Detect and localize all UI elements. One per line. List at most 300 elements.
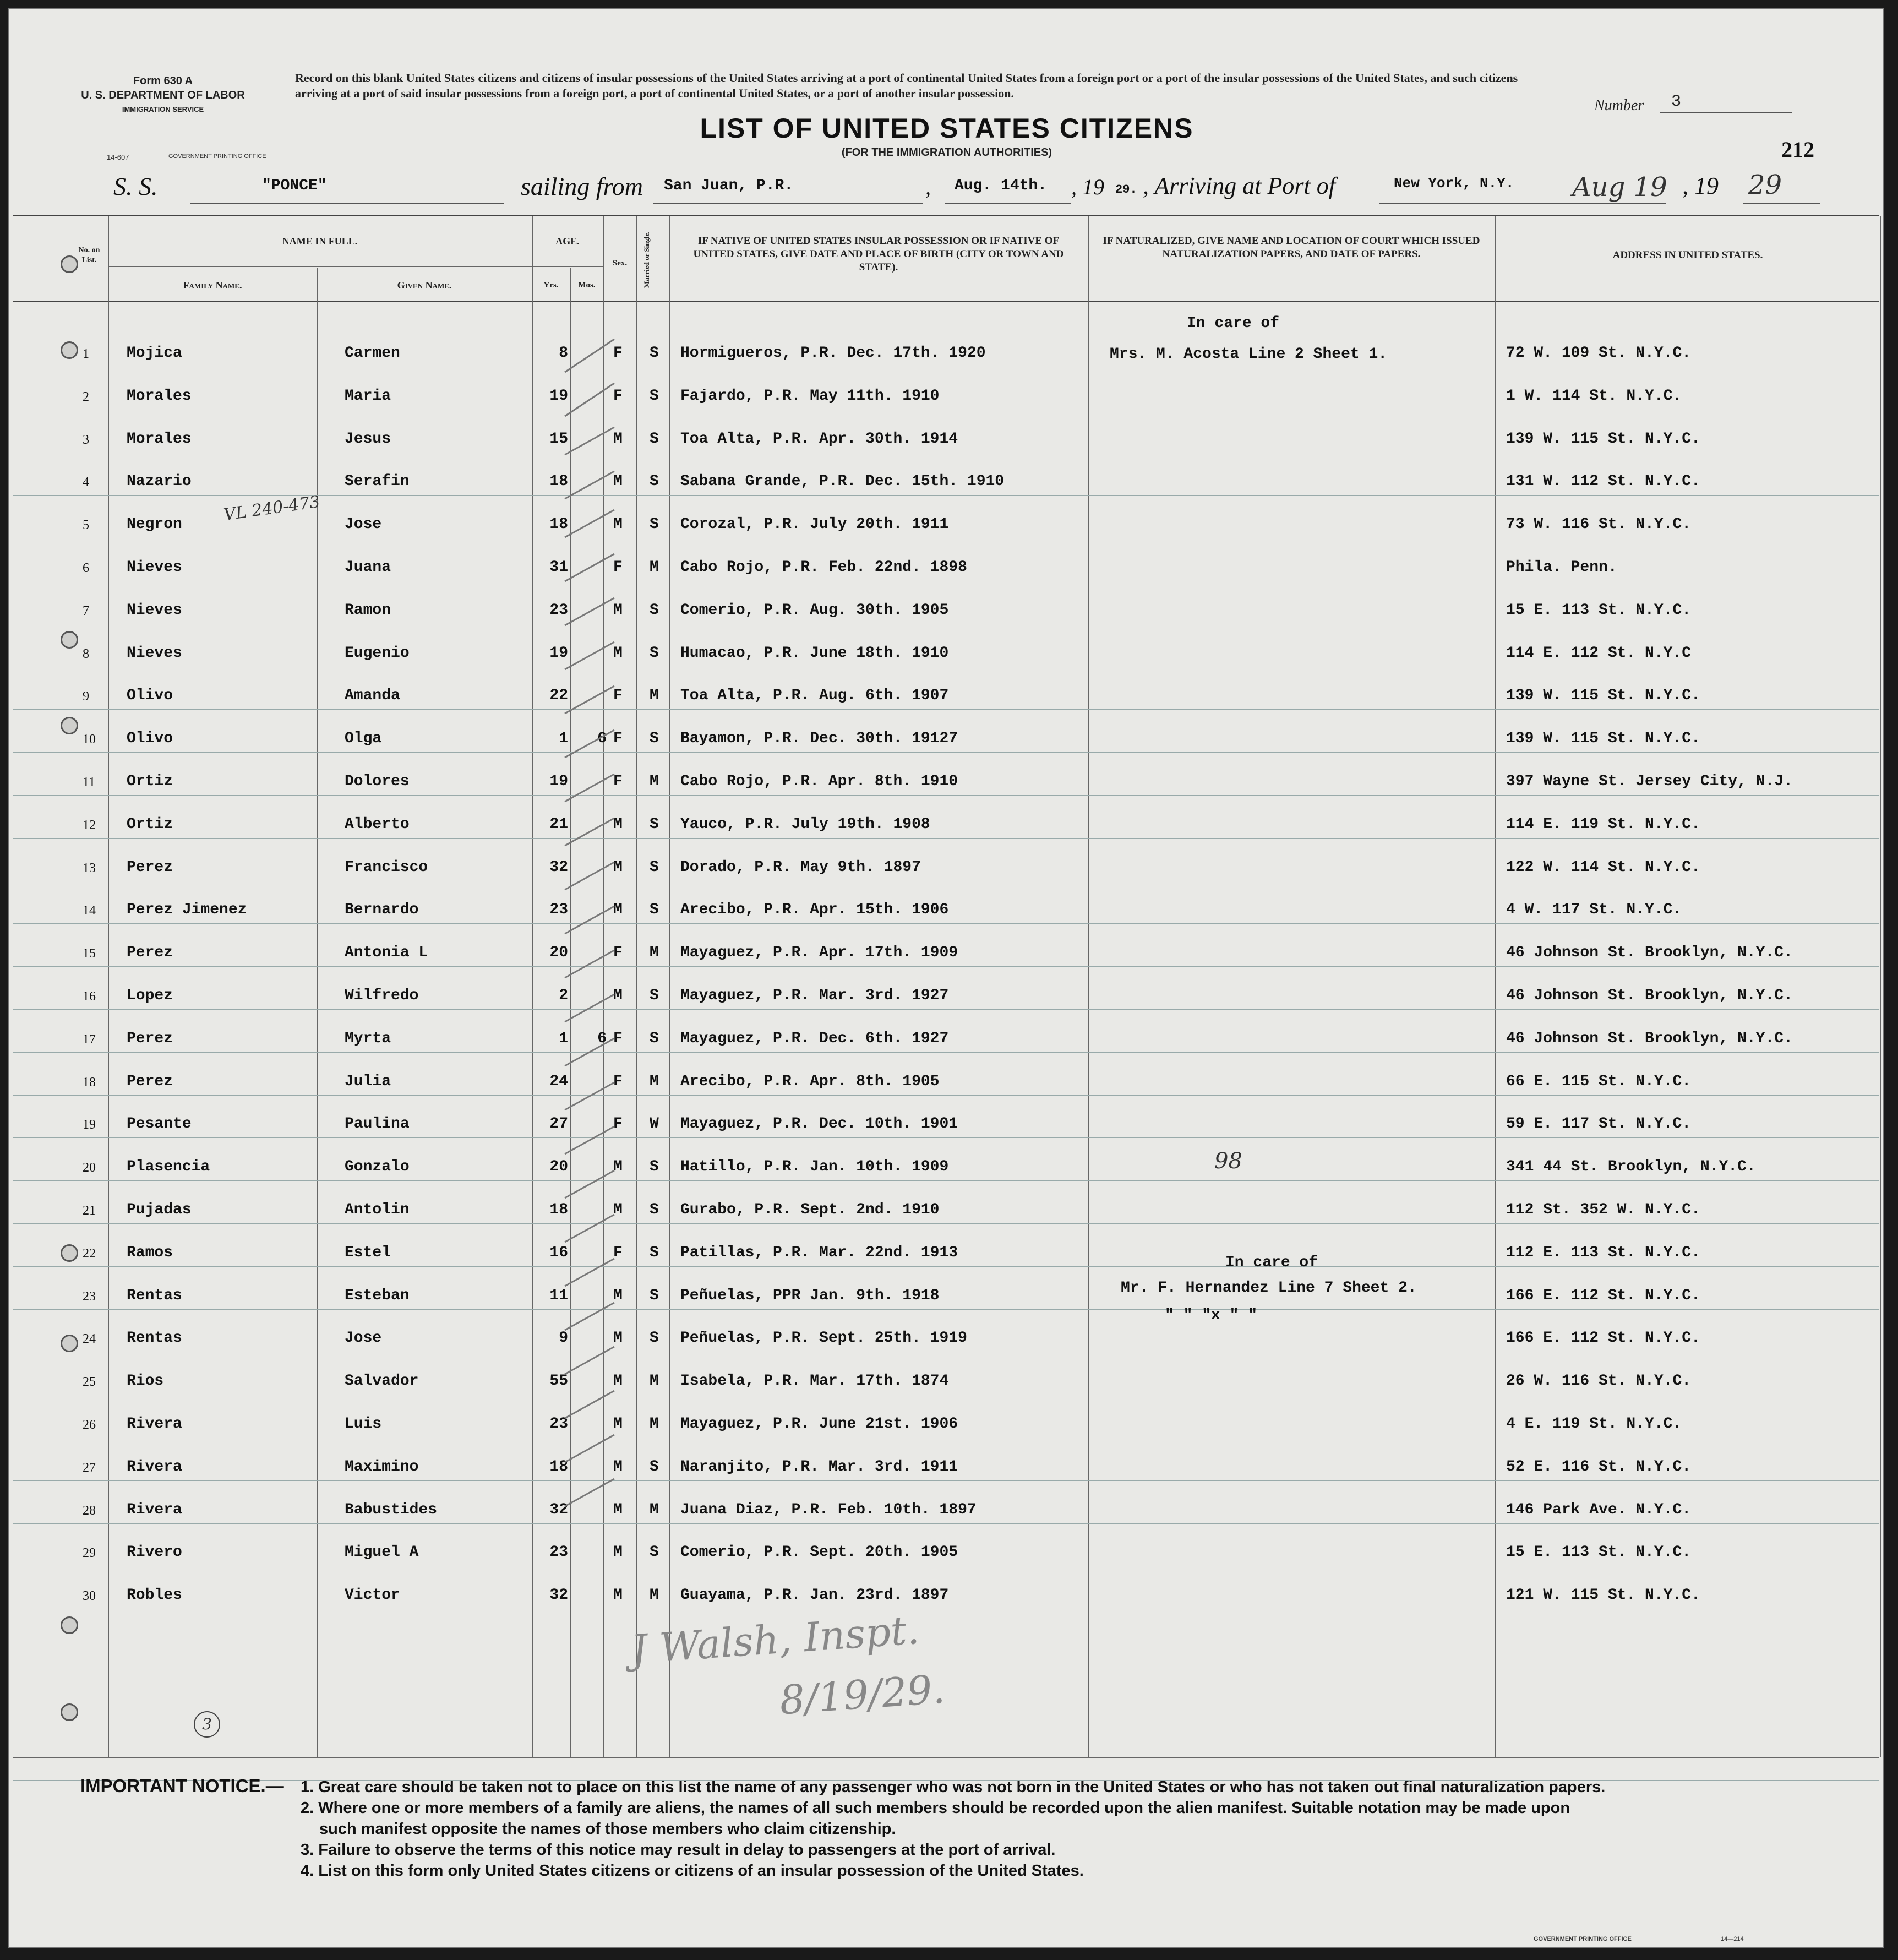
address: 26 W. 116 St. N.Y.C. [1506, 1373, 1692, 1390]
gpo-mark-top: GOVERNMENT PRINTING OFFICE [168, 153, 266, 160]
marital-status: M [650, 1501, 659, 1518]
col-birth: IF NATIVE OF UNITED STATES INSULAR POSSESSION OR IF NATIVE OF UNITED STATES, GIVE DATE AND PLACE OF BIRTH (CITY OR TOWN AND STATE). [693, 235, 1064, 273]
address: 112 E. 113 St. N.Y.C. [1506, 1244, 1700, 1261]
form-code-bottom: 14—214 [1721, 1936, 1744, 1942]
birth-info: Cabo Rojo, P.R. Apr. 8th. 1910 [680, 773, 958, 790]
birth-info: Toa Alta, P.R. Aug. 6th. 1907 [680, 687, 949, 705]
arrival-year-prefix: , 19 [1682, 172, 1719, 199]
form-number: Form 630 A [133, 75, 193, 87]
row-number: 29 [83, 1546, 96, 1561]
sex: F [613, 1072, 623, 1090]
age-subheader-line [532, 266, 603, 267]
age-years: 23 [549, 601, 568, 619]
page-number: 212 [1781, 137, 1814, 162]
form-code: 14-607 [107, 153, 129, 161]
marital-status: S [650, 430, 659, 448]
age-years: 19 [549, 773, 568, 790]
signature-date: 8/19/29. [778, 1665, 947, 1724]
age-years: 32 [549, 1587, 568, 1604]
address: 114 E. 112 St. N.Y.C [1506, 644, 1692, 662]
row-number: 2 [83, 389, 89, 404]
birth-info: Dorado, P.R. May 9th. 1897 [680, 858, 921, 876]
row-number: 7 [83, 603, 89, 618]
address: 121 W. 115 St. N.Y.C. [1506, 1587, 1700, 1604]
birth-info: Isabela, P.R. Mar. 17th. 1874 [680, 1373, 949, 1390]
address: 59 E. 117 St. N.Y.C. [1506, 1115, 1692, 1133]
notice-item-3: 3. Failure to observe the terms of this notice may result in delay to passengers at the port of arrival. [301, 1841, 1056, 1859]
row-number: 16 [83, 989, 96, 1004]
arrival-date-hand: Aug 19 [1572, 172, 1667, 203]
notice-item-2: 2. Where one or more members of a family are aliens, the names of all such members should be recorded upon the alien manifest. Suitable notation may be made upon [301, 1799, 1570, 1817]
row-number: 8 [83, 646, 89, 661]
family-name: Rentas [127, 1330, 182, 1347]
marital-status: M [650, 559, 659, 576]
given-name: Maria [345, 387, 391, 405]
given-name: Maximino [345, 1458, 419, 1476]
marital-status: S [650, 1330, 659, 1347]
marital-status: S [650, 1244, 659, 1261]
row-number: 17 [83, 1032, 96, 1047]
sex: M [613, 1415, 623, 1433]
ss-label: S. S. [113, 172, 158, 200]
family-name: Olivo [127, 730, 173, 748]
age-years: 32 [549, 858, 568, 876]
given-name: Antonia L [345, 944, 428, 962]
age-years: 24 [549, 1072, 568, 1090]
age-years: 55 [549, 1373, 568, 1390]
family-name: Ortiz [127, 773, 173, 790]
age-years: 31 [549, 559, 568, 576]
birth-info: Juana Diaz, P.R. Feb. 10th. 1897 [680, 1501, 977, 1518]
sex: M [613, 601, 623, 619]
service-name: IMMIGRATION SERVICE [122, 105, 204, 113]
sex: M [613, 1287, 623, 1304]
marital-status: S [650, 1544, 659, 1561]
sex: M [613, 987, 623, 1004]
address: 139 W. 115 St. N.Y.C. [1506, 730, 1700, 748]
given-name: Dolores [345, 773, 410, 790]
address: 15 E. 113 St. N.Y.C. [1506, 601, 1692, 619]
birth-info: Naranjito, P.R. Mar. 3rd. 1911 [680, 1458, 958, 1476]
row-number: 3 [83, 432, 89, 447]
arrival-year-underline [1743, 203, 1820, 204]
age-years: 1 [559, 1030, 568, 1047]
number-value: 3 [1671, 92, 1682, 111]
given-name: Alberto [345, 815, 410, 833]
marital-status: S [650, 387, 659, 405]
age-years: 18 [549, 1201, 568, 1218]
row-number: 26 [83, 1418, 96, 1432]
marital-status: S [650, 644, 659, 662]
age-years: 21 [549, 815, 568, 833]
marital-status: S [650, 901, 659, 919]
given-name: Wilfredo [345, 987, 419, 1004]
row-number: 5 [83, 518, 89, 533]
family-name: Olivo [127, 687, 173, 705]
family-name: Mojica [127, 345, 182, 362]
family-name: Nieves [127, 644, 182, 662]
year-prefix: , 19 [1071, 175, 1104, 199]
address: 73 W. 116 St. N.Y.C. [1506, 516, 1692, 533]
marital-status: M [650, 944, 659, 962]
birth-info: Mayaguez, P.R. June 21st. 1906 [680, 1415, 958, 1433]
col-divider [317, 268, 318, 1757]
col-divider [1880, 216, 1881, 1757]
sex: F [613, 687, 623, 705]
marital-status: S [650, 730, 659, 748]
notice-item-4: 4. List on this form only United States citizens or citizens of an insular possession of the United States. [301, 1862, 1084, 1880]
col-no-on-list: No. on List. [78, 246, 100, 264]
col-given-name: Given Name. [397, 280, 452, 291]
col-sex: Sex. [612, 259, 628, 268]
given-name: Victor [345, 1587, 400, 1604]
given-name: Paulina [345, 1115, 410, 1133]
birth-info: Sabana Grande, P.R. Dec. 15th. 1910 [680, 473, 1005, 491]
family-name: Ortiz [127, 815, 173, 833]
birth-info: Cabo Rojo, P.R. Feb. 22nd. 1898 [680, 559, 967, 576]
family-name: Perez [127, 1072, 173, 1090]
family-name: Rivera [127, 1501, 182, 1518]
depart-date: Aug. 14th. [955, 177, 1048, 194]
sex: M [613, 473, 623, 491]
family-name: Rivera [127, 1458, 182, 1476]
in-care-1-detail: Mrs. M. Acosta Line 2 Sheet 1. [1110, 346, 1388, 363]
family-name: Perez [127, 944, 173, 962]
notice-title: IMPORTANT NOTICE.— [80, 1776, 284, 1796]
sex: M [613, 1330, 623, 1347]
col-name-in-full: NAME IN FULL. [282, 236, 358, 247]
sex: F [613, 1030, 623, 1047]
given-name: Jesus [345, 430, 391, 448]
marital-status: S [650, 1030, 659, 1047]
sex: M [613, 1458, 623, 1476]
address: 131 W. 112 St. N.Y.C. [1506, 473, 1700, 491]
family-name: Pesante [127, 1115, 192, 1133]
ship-name: "PONCE" [262, 177, 327, 194]
name-subheader-line [108, 266, 532, 267]
given-name: Estel [345, 1244, 391, 1261]
address: 72 W. 109 St. N.Y.C. [1506, 345, 1692, 362]
family-name: Lopez [127, 987, 173, 1004]
sex: F [613, 1115, 623, 1133]
row-number: 30 [83, 1589, 96, 1604]
marital-status: S [650, 473, 659, 491]
family-name: Nieves [127, 559, 182, 576]
given-name: Serafin [345, 473, 410, 491]
birth-info: Humacao, P.R. June 18th. 1910 [680, 644, 949, 662]
row-number: 21 [83, 1204, 96, 1218]
birth-info: Peñuelas, P.R. Sept. 25th. 1919 [680, 1330, 967, 1347]
address: 397 Wayne St. Jersey City, N.J. [1506, 773, 1793, 790]
family-name: Perez Jimenez [127, 901, 247, 919]
age-years: 1 [559, 730, 568, 748]
family-name: Robles [127, 1587, 182, 1604]
col-divider [532, 216, 533, 1757]
col-yrs: Yrs. [543, 281, 559, 290]
marital-status: M [650, 1072, 659, 1090]
birth-info: Hormigueros, P.R. Dec. 17th. 1920 [680, 345, 986, 362]
col-mos: Mos. [578, 281, 596, 290]
given-name: Myrta [345, 1030, 391, 1047]
given-name: Esteban [345, 1287, 410, 1304]
row-number: 10 [83, 732, 96, 747]
row-number: 4 [83, 475, 89, 490]
ruled-line [13, 1480, 1879, 1481]
row-number: 20 [83, 1161, 96, 1175]
arrival-port: New York, N.Y. [1394, 175, 1514, 192]
family-name: Morales [127, 387, 192, 405]
birth-info: Mayaguez, P.R. Apr. 17th. 1909 [680, 944, 958, 962]
given-name: Julia [345, 1072, 391, 1090]
row-number: 19 [83, 1118, 96, 1133]
birth-info: Comerio, P.R. Aug. 30th. 1905 [680, 601, 949, 619]
given-name: Olga [345, 730, 382, 748]
comma-1: , [925, 175, 931, 199]
row-number: 15 [83, 946, 96, 961]
department-name: U. S. DEPARTMENT OF LABOR [81, 89, 245, 101]
col-divider [108, 216, 109, 1757]
marital-status: M [650, 1587, 659, 1604]
marital-status: S [650, 1158, 659, 1176]
row-number: 18 [83, 1075, 96, 1090]
marital-status: M [650, 773, 659, 790]
address: 341 44 St. Brooklyn, N.Y.C. [1506, 1158, 1756, 1176]
sex: F [613, 345, 623, 362]
age-months: 6 [597, 1030, 607, 1047]
given-name: Juana [345, 559, 391, 576]
birth-info: Bayamon, P.R. Dec. 30th. 19127 [680, 730, 958, 748]
sex: M [613, 858, 623, 876]
marital-status: S [650, 345, 659, 362]
family-name: Nieves [127, 601, 182, 619]
col-married-single: Married or Single. [642, 231, 651, 288]
ruled-line [13, 752, 1879, 753]
given-name: Eugenio [345, 644, 410, 662]
punch-hole [61, 255, 78, 273]
marital-status: S [650, 1201, 659, 1218]
family-name: Rios [127, 1373, 164, 1390]
given-name: Francisco [345, 858, 428, 876]
family-name: Rivero [127, 1544, 182, 1561]
row-number: 24 [83, 1332, 96, 1347]
sex: M [613, 1201, 623, 1218]
sex: M [613, 644, 623, 662]
punch-hole [61, 631, 78, 649]
notice-item-1: 1. Great care should be taken not to place on this list the name of any passenger who was not born in the United States or who has not taken out final naturalization papers. [301, 1778, 1606, 1796]
birth-info: Peñuelas, PPR Jan. 9th. 1918 [680, 1287, 940, 1304]
col-naturalized: IF NATURALIZED, GIVE NAME AND LOCATION OF COURT WHICH ISSUED NATURALIZATION PAPERS, AND DATE OF PAPERS. [1103, 235, 1480, 260]
ruled-line [13, 1180, 1879, 1181]
sex: F [613, 944, 623, 962]
birth-info: Hatillo, P.R. Jan. 10th. 1909 [680, 1158, 949, 1176]
ruled-line [13, 1052, 1879, 1053]
punch-hole [61, 1244, 78, 1262]
address: 46 Johnson St. Brooklyn, N.Y.C. [1506, 1030, 1793, 1047]
row-number: 14 [83, 903, 96, 918]
number-label: Number [1594, 97, 1644, 114]
address: 166 E. 112 St. N.Y.C. [1506, 1287, 1700, 1304]
address: 139 W. 115 St. N.Y.C. [1506, 687, 1700, 705]
circled-number: 3 [194, 1711, 220, 1738]
year-suffix: 29. [1115, 183, 1137, 197]
sex: F [613, 1244, 623, 1261]
marital-status: S [650, 858, 659, 876]
given-name: Carmen [345, 345, 400, 362]
family-name: Negron [127, 516, 182, 533]
table-header-border [13, 301, 1879, 302]
marital-status: S [650, 601, 659, 619]
birth-info: Gurabo, P.R. Sept. 2nd. 1910 [680, 1201, 940, 1218]
marital-status: S [650, 1287, 659, 1304]
age-years: 22 [549, 687, 568, 705]
row-number: 1 [83, 347, 89, 361]
address: 166 E. 112 St. N.Y.C. [1506, 1330, 1700, 1347]
punch-hole [61, 341, 78, 359]
ruled-line [13, 1095, 1879, 1096]
in-care-2-detail: Mr. F. Hernandez Line 7 Sheet 2. [1121, 1280, 1417, 1297]
age-years: 16 [549, 1244, 568, 1261]
address: 1 W. 114 St. N.Y.C. [1506, 387, 1682, 405]
ruled-line [13, 795, 1879, 796]
age-years: 20 [549, 944, 568, 962]
table-top-border [13, 215, 1879, 216]
family-name: Nazario [127, 473, 192, 491]
birth-info: Fajardo, P.R. May 11th. 1910 [680, 387, 940, 405]
birth-info: Guayama, P.R. Jan. 23rd. 1897 [680, 1587, 949, 1604]
gpo-mark-bottom: GOVERNMENT PRINTING OFFICE [1534, 1936, 1632, 1942]
checkmark-strokes [559, 339, 625, 1616]
given-name: Babustides [345, 1501, 438, 1518]
age-years: 19 [549, 387, 568, 405]
sex: M [613, 1501, 623, 1518]
punch-hole [61, 717, 78, 734]
age-years: 11 [549, 1287, 568, 1304]
row-number: 13 [83, 861, 96, 875]
family-name: Morales [127, 430, 192, 448]
age-years: 15 [549, 430, 568, 448]
sex: M [613, 516, 623, 533]
ruled-line [13, 1523, 1879, 1524]
address: 52 E. 116 St. N.Y.C. [1506, 1458, 1692, 1476]
marital-status: S [650, 516, 659, 533]
age-years: 18 [549, 516, 568, 533]
in-care-2: In care of [1225, 1254, 1318, 1271]
birth-info: Mayaguez, P.R. Dec. 6th. 1927 [680, 1030, 949, 1047]
age-years: 18 [549, 473, 568, 491]
given-name: Luis [345, 1415, 382, 1433]
birth-info: Toa Alta, P.R. Apr. 30th. 1914 [680, 430, 958, 448]
address: 146 Park Ave. N.Y.C. [1506, 1501, 1692, 1518]
col-age: AGE. [555, 236, 580, 247]
age-years: 23 [549, 1544, 568, 1561]
sex: M [613, 1158, 623, 1176]
form-header [69, 74, 257, 117]
ruled-line [13, 1309, 1879, 1310]
address: 4 W. 117 St. N.Y.C. [1506, 901, 1682, 919]
given-name: Miguel A [345, 1544, 419, 1561]
age-months: 6 [597, 730, 607, 748]
family-name: Ramos [127, 1244, 173, 1261]
address: Phila. Penn. [1506, 559, 1617, 576]
age-years: 18 [549, 1458, 568, 1476]
col-family-name: Family Name. [183, 280, 242, 291]
address: 66 E. 115 St. N.Y.C. [1506, 1072, 1692, 1090]
address: 4 E. 119 St. N.Y.C. [1506, 1415, 1682, 1433]
given-name: Salvador [345, 1373, 419, 1390]
age-years: 23 [549, 1415, 568, 1433]
ruled-line [13, 1223, 1879, 1224]
sex: F [613, 773, 623, 790]
col-divider [1495, 216, 1496, 1757]
punch-hole [61, 1335, 78, 1352]
birth-info: Corozal, P.R. July 20th. 1911 [680, 516, 949, 533]
row-number: 23 [83, 1289, 96, 1304]
page-subtitle: (FOR THE IMMIGRATION AUTHORITIES) [841, 146, 1052, 159]
ruled-line [13, 966, 1879, 967]
sailing-underline [653, 203, 923, 204]
birth-info: Mayaguez, P.R. Mar. 3rd. 1927 [680, 987, 949, 1004]
address: 122 W. 114 St. N.Y.C. [1506, 858, 1700, 876]
sex: F [613, 387, 623, 405]
sex: M [613, 901, 623, 919]
date-underline [945, 203, 1071, 204]
marital-status: S [650, 987, 659, 1004]
ditto-marks: " " "x " " [1165, 1307, 1258, 1324]
given-name: Gonzalo [345, 1158, 410, 1176]
given-name: Amanda [345, 687, 400, 705]
ruled-line [13, 923, 1879, 924]
ruled-line [13, 709, 1879, 710]
port-underline [1379, 203, 1666, 204]
page-title: LIST OF UNITED STATES CITIZENS [700, 113, 1194, 144]
given-name: Bernardo [345, 901, 419, 919]
birth-info: Arecibo, P.R. Apr. 15th. 1906 [680, 901, 949, 919]
sex: F [613, 559, 623, 576]
sex: M [613, 1373, 623, 1390]
marital-status: M [650, 687, 659, 705]
row-number: 9 [83, 689, 89, 704]
age-years: 32 [549, 1501, 568, 1518]
row-number: 27 [83, 1460, 96, 1475]
address: 15 E. 113 St. N.Y.C. [1506, 1544, 1692, 1561]
address: 46 Johnson St. Brooklyn, N.Y.C. [1506, 987, 1793, 1004]
marital-status: M [650, 1415, 659, 1433]
marital-status: W [650, 1115, 659, 1133]
col-divider [636, 216, 637, 1757]
family-name: Plasencia [127, 1158, 210, 1176]
instruction-text: Record on this blank United States citizens and citizens of insular possessions of the United States arriving at a port of continental United States from a foreign port or a port of the insular possessions of the United States, and such citizens arriving at a port of said insular possessions from a foreign port, a port of continental United States, or a port of another insular possession. [295, 71, 1518, 100]
ruled-line [13, 838, 1879, 839]
sex: F [613, 730, 623, 748]
col-divider [669, 216, 670, 1757]
address: 112 St. 352 W. N.Y.C. [1506, 1201, 1700, 1218]
row-number: 11 [83, 775, 96, 790]
sex: M [613, 430, 623, 448]
in-care-1: In care of [1187, 315, 1280, 332]
ruled-line [13, 1266, 1879, 1267]
sex: M [613, 815, 623, 833]
age-years: 20 [549, 1158, 568, 1176]
arriving-label: , Arriving at Port of [1143, 172, 1335, 199]
birth-info: Patillas, P.R. Mar. 22nd. 1913 [680, 1244, 958, 1261]
marital-status: S [650, 1458, 659, 1476]
sex: M [613, 1544, 623, 1561]
row-number: 22 [83, 1246, 96, 1261]
inspector-signature: J Walsh, Inspt. [629, 1606, 921, 1673]
family-name: Pujadas [127, 1201, 192, 1218]
birth-info: Mayaguez, P.R. Dec. 10th. 1901 [680, 1115, 958, 1133]
family-name: Rentas [127, 1287, 182, 1304]
